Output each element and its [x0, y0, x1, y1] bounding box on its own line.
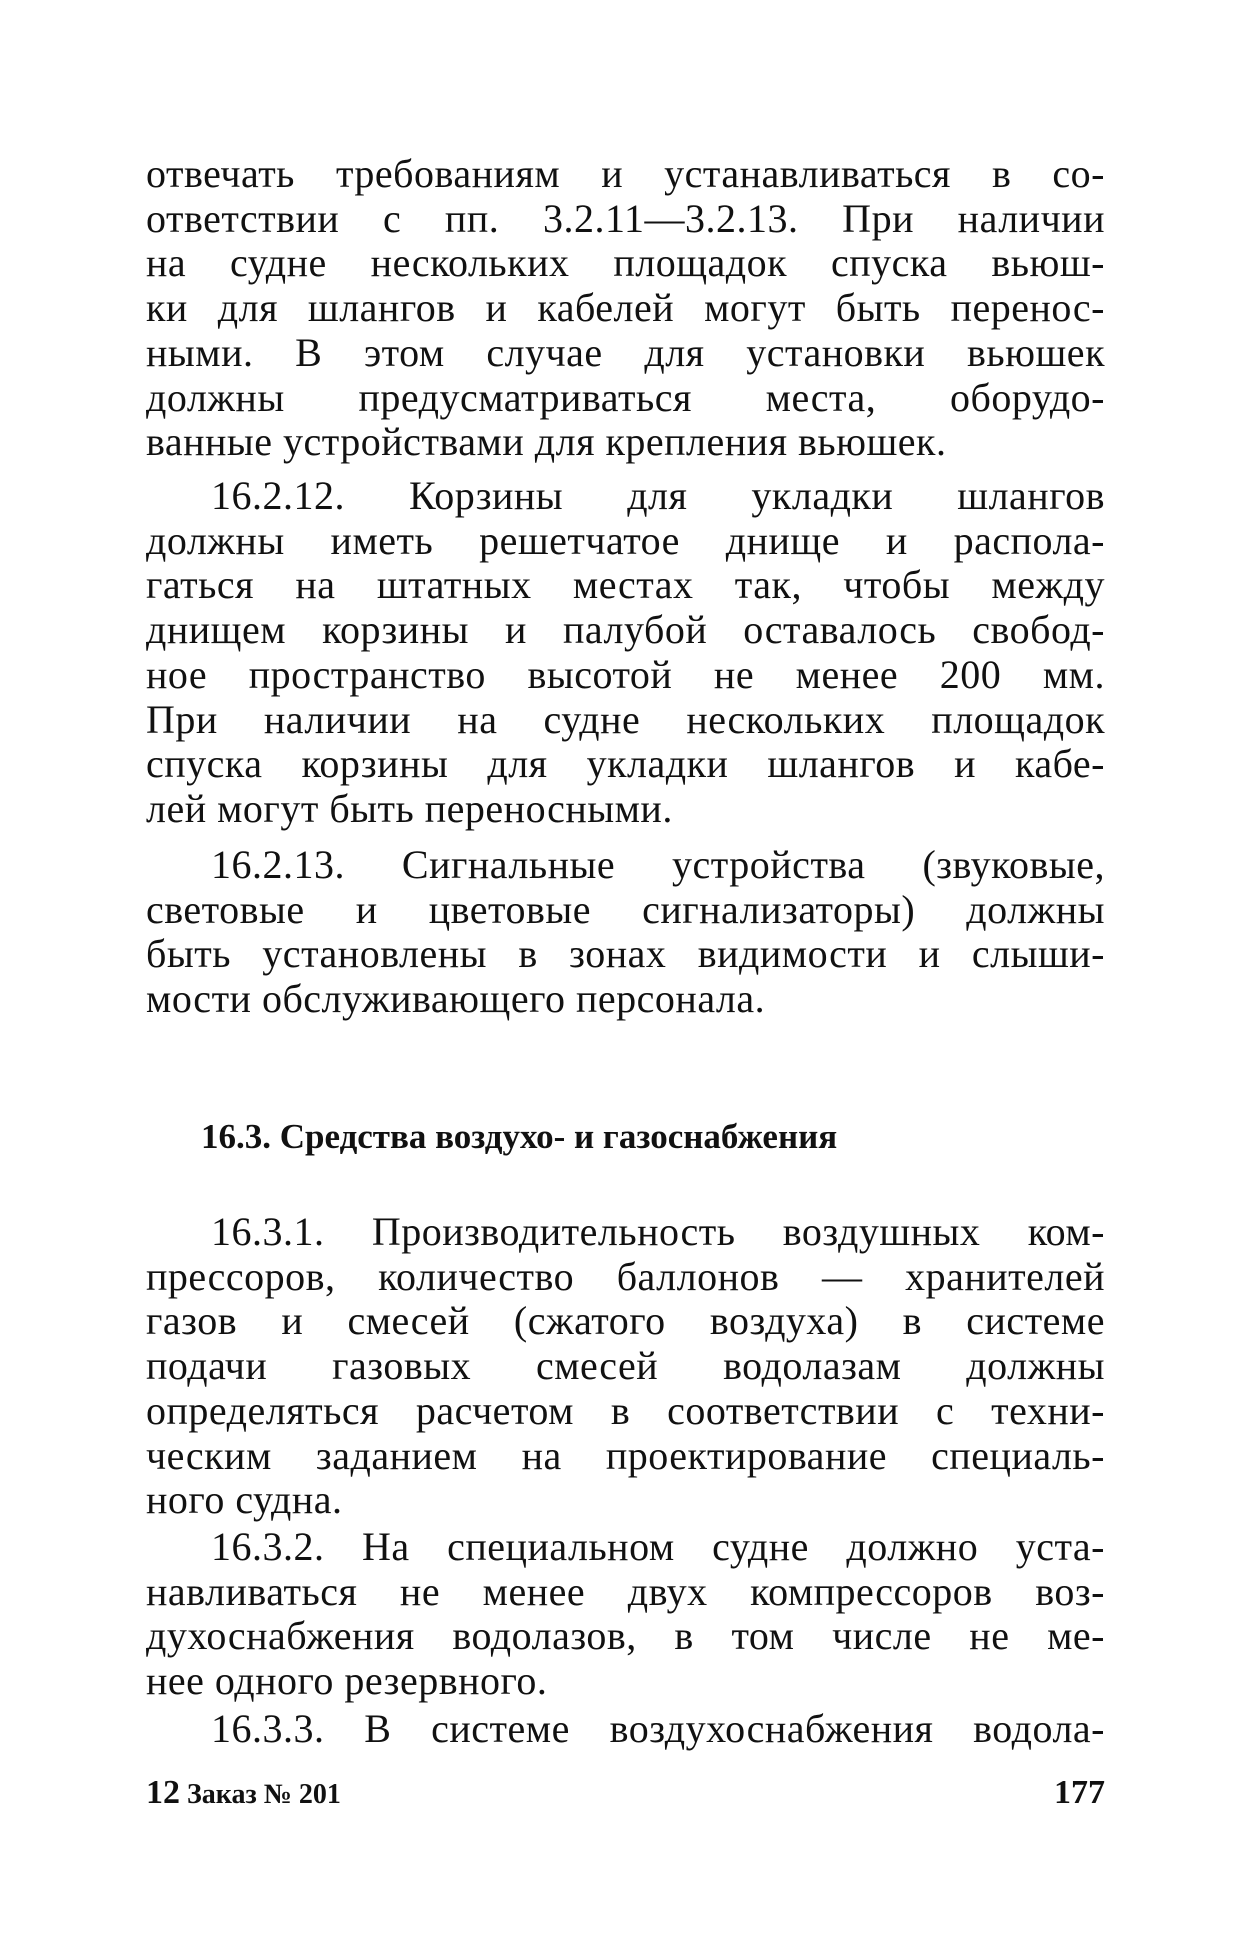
order-label: Заказ № 201: [187, 1779, 341, 1810]
text-line: ческим заданием на проектирование специаль-: [146, 1432, 1105, 1478]
text-line: быть установлены в зонах видимости и слыши-: [146, 931, 1105, 977]
text-line: должны иметь решетчатое днище и распола-: [146, 517, 1105, 563]
text-line: днищем корзины и палубой оставалось свобод-: [146, 607, 1105, 653]
text-line: должны предусматриваться места, оборудо-: [146, 374, 1105, 420]
text-line: 16.3.1. Производительность воздушных ком-: [211, 1209, 1105, 1254]
text-line: определяться расчетом в соответствии с техни-: [146, 1387, 1105, 1433]
text-line: на судне нескольких площадок спуска вьюш-: [146, 240, 1105, 286]
footer-order: [146, 1774, 341, 1814]
text-line: спуска корзины для укладки шлангов и кабе-: [146, 741, 1105, 787]
text-line: ное пространство высотой не менее 200 мм.: [146, 651, 1105, 697]
text-line: 16.2.12. Корзины для укладки шлангов: [211, 473, 1105, 518]
text-line: ного судна.: [146, 1477, 343, 1523]
text-line: мости обслуживающего персонала.: [146, 976, 766, 1022]
text-line: отвечать требованиям и устанавливаться в со-: [146, 151, 1105, 196]
text-line: При наличии на судне нескольких площадок: [146, 696, 1105, 742]
page-number: 177: [1054, 1774, 1105, 1811]
text-line: нее одного резервного.: [146, 1658, 548, 1704]
text-line: газов и смесей (сжатого воздуха) в системе: [146, 1298, 1105, 1344]
text-line: духоснабжения водолазов, в том числе не ме-: [146, 1613, 1105, 1659]
text-line: 16.2.13. Сигнальные устройства (звуковые,: [211, 842, 1105, 887]
section-heading: 16.3. Средства воздухо- и газоснабжения: [201, 1117, 838, 1156]
text-line: подачи газовых смесей водолазам должны: [146, 1343, 1105, 1389]
text-line: навливаться не менее двух компрессоров воз-: [146, 1568, 1105, 1614]
text-line: гаться на штатных местах так, чтобы между: [146, 562, 1105, 608]
text-line: световые и цветовые сигнализаторы) должны: [146, 886, 1105, 932]
text-line: ответствии с пп. 3.2.11—3.2.13. При наличии: [146, 195, 1105, 241]
text-line: ными. В этом случае для установки вьюшек: [146, 329, 1105, 375]
text-line: ванные устройствами для крепления вьюшек.: [146, 419, 947, 465]
text-line: прессоров, количество баллонов — хранителей: [146, 1253, 1105, 1299]
text-line: лей могут быть переносными.: [146, 785, 673, 831]
text-line: 16.3.3. В системе воздухоснабжения водола-: [211, 1706, 1105, 1751]
text-line: ки для шлангов и кабелей могут быть перенос-: [146, 285, 1105, 331]
text-line: 16.3.2. На специальном судне должно уста-: [211, 1524, 1105, 1569]
signature-number: 12: [146, 1774, 180, 1811]
